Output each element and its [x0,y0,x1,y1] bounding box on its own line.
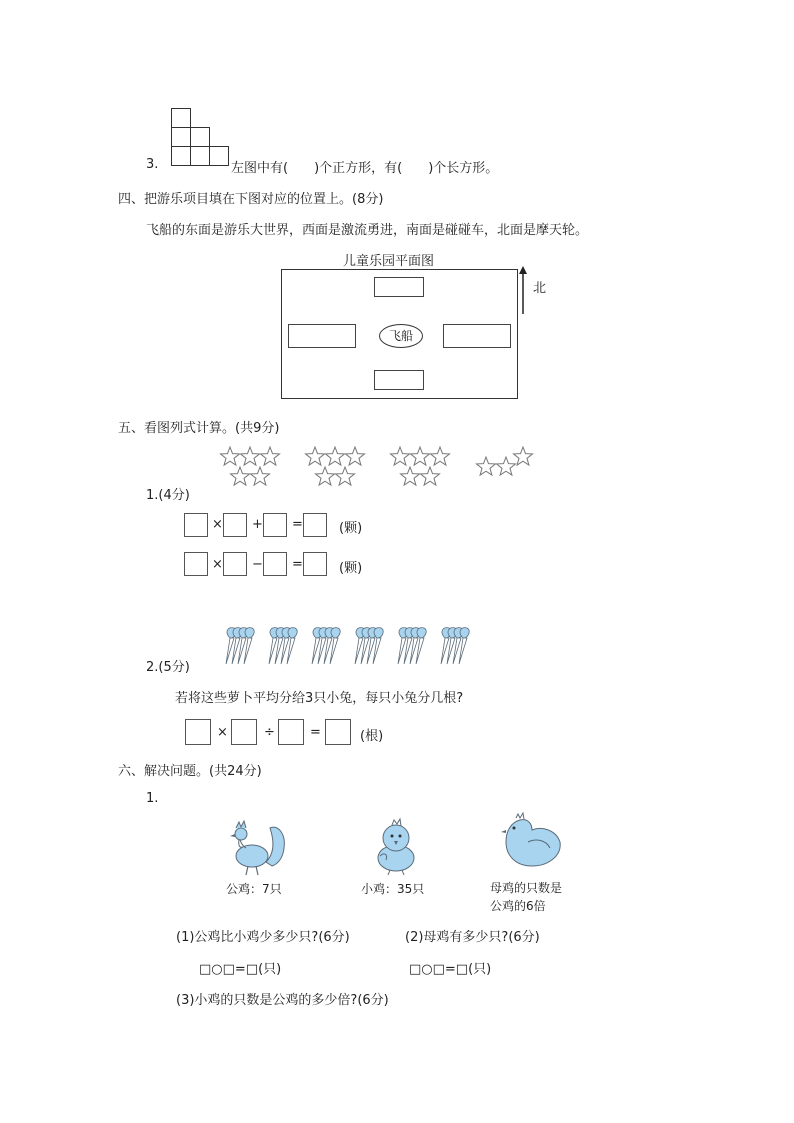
section4-heading: 四、把游乐项目填在下图对应的位置上。(8分) [118,192,384,207]
star-icon [221,447,240,465]
star-icon [431,447,450,465]
radish-bundle-icon [312,628,340,664]
star-icon [497,457,516,475]
star-icon [401,467,420,485]
east-answer-box[interactable] [443,324,511,348]
formula-blank-1[interactable]: □○□=□(只) [199,962,282,977]
star-icon [391,447,410,465]
blank-box[interactable] [184,552,208,576]
blank-box[interactable] [185,719,211,745]
divide-sign: ÷ [264,725,275,740]
equals-sign: = [310,725,321,740]
blank-box[interactable] [303,513,327,537]
hen-caption-line1: 母鸡的只数是 [490,881,563,895]
star-icon [514,447,533,465]
radish-bundle-icon [226,628,254,664]
chick-icon [370,818,422,876]
star-icon [326,447,345,465]
radish-bundles [222,624,484,668]
star-icon [241,447,260,465]
blank-box[interactable] [223,552,247,576]
sub-question-3: (3)小鸡的只数是公鸡的多少倍?(6分) [176,993,389,1008]
star-icon [306,447,325,465]
formula-blank-2[interactable]: □○□=□(只) [409,962,492,977]
star-icon [261,447,280,465]
q5-2-question: 若将这些萝卜平均分给3只小兔，每只小兔分几根? [175,691,464,706]
q3-question: 左图中有( )个正方形，有( )个长方形。 [231,161,499,176]
unit-label: (颗) [339,561,363,576]
star-icon [477,457,496,475]
star-icon [251,467,270,485]
chick-caption: 小鸡：35只 [361,882,425,896]
q5-2-label: 2.(5分) [146,660,190,675]
star-icon [411,447,430,465]
sub-question-1: (1)公鸡比小鸡少多少只?(6分) [176,930,350,945]
star-groups [215,444,525,494]
radish-bundle-icon [441,628,469,664]
blank-box[interactable] [303,552,327,576]
south-answer-box[interactable] [374,370,424,390]
rooster-icon [226,818,290,876]
times-sign: × [217,725,228,740]
equals-sign: = [292,517,303,532]
q6-1-label: 1. [146,791,159,806]
q5-1-label: 1.(4分) [146,488,190,503]
q3-number: 3. [146,157,159,172]
section5-heading: 五、看图列式计算。(共9分) [118,421,280,436]
hen-icon [498,812,564,870]
blank-box[interactable] [223,513,247,537]
unit-label: (根) [360,729,384,744]
west-answer-box[interactable] [288,324,356,348]
spaceship-label: 飞船 [388,329,413,343]
star-icon [336,467,355,485]
rooster-caption: 公鸡：7只 [226,882,282,896]
minus-sign: − [252,557,263,572]
unit-label: (颗) [339,521,363,536]
spaceship-oval [379,324,423,348]
radish-bundle-icon [398,628,426,664]
blank-box[interactable] [263,513,287,537]
map-title: 儿童乐园平面图 [343,254,435,269]
times-sign: × [212,557,223,572]
blank-box[interactable] [263,552,287,576]
blank-box[interactable] [184,513,208,537]
blank-box[interactable] [325,719,351,745]
section6-heading: 六、解决问题。(共24分) [118,764,262,779]
blank-box[interactable] [278,719,304,745]
times-sign: × [212,517,223,532]
north-arrow-icon [518,266,528,316]
star-icon [421,467,440,485]
blank-box[interactable] [231,719,257,745]
radish-bundle-icon [269,628,297,664]
plus-sign: + [252,517,263,532]
star-icon [231,467,250,485]
radish-bundle-icon [355,628,383,664]
north-answer-box[interactable] [374,277,424,297]
equals-sign: = [292,557,303,572]
north-label: 北 [533,281,547,296]
sub-question-2: (2)母鸡有多少只?(6分) [405,930,540,945]
star-icon [346,447,365,465]
section4-description: 飞船的东面是游乐大世界，西面是激流勇进，南面是碰碰车，北面是摩天轮。 [146,223,589,238]
hen-caption-line2: 公鸡的6倍 [490,899,546,913]
star-icon [316,467,335,485]
